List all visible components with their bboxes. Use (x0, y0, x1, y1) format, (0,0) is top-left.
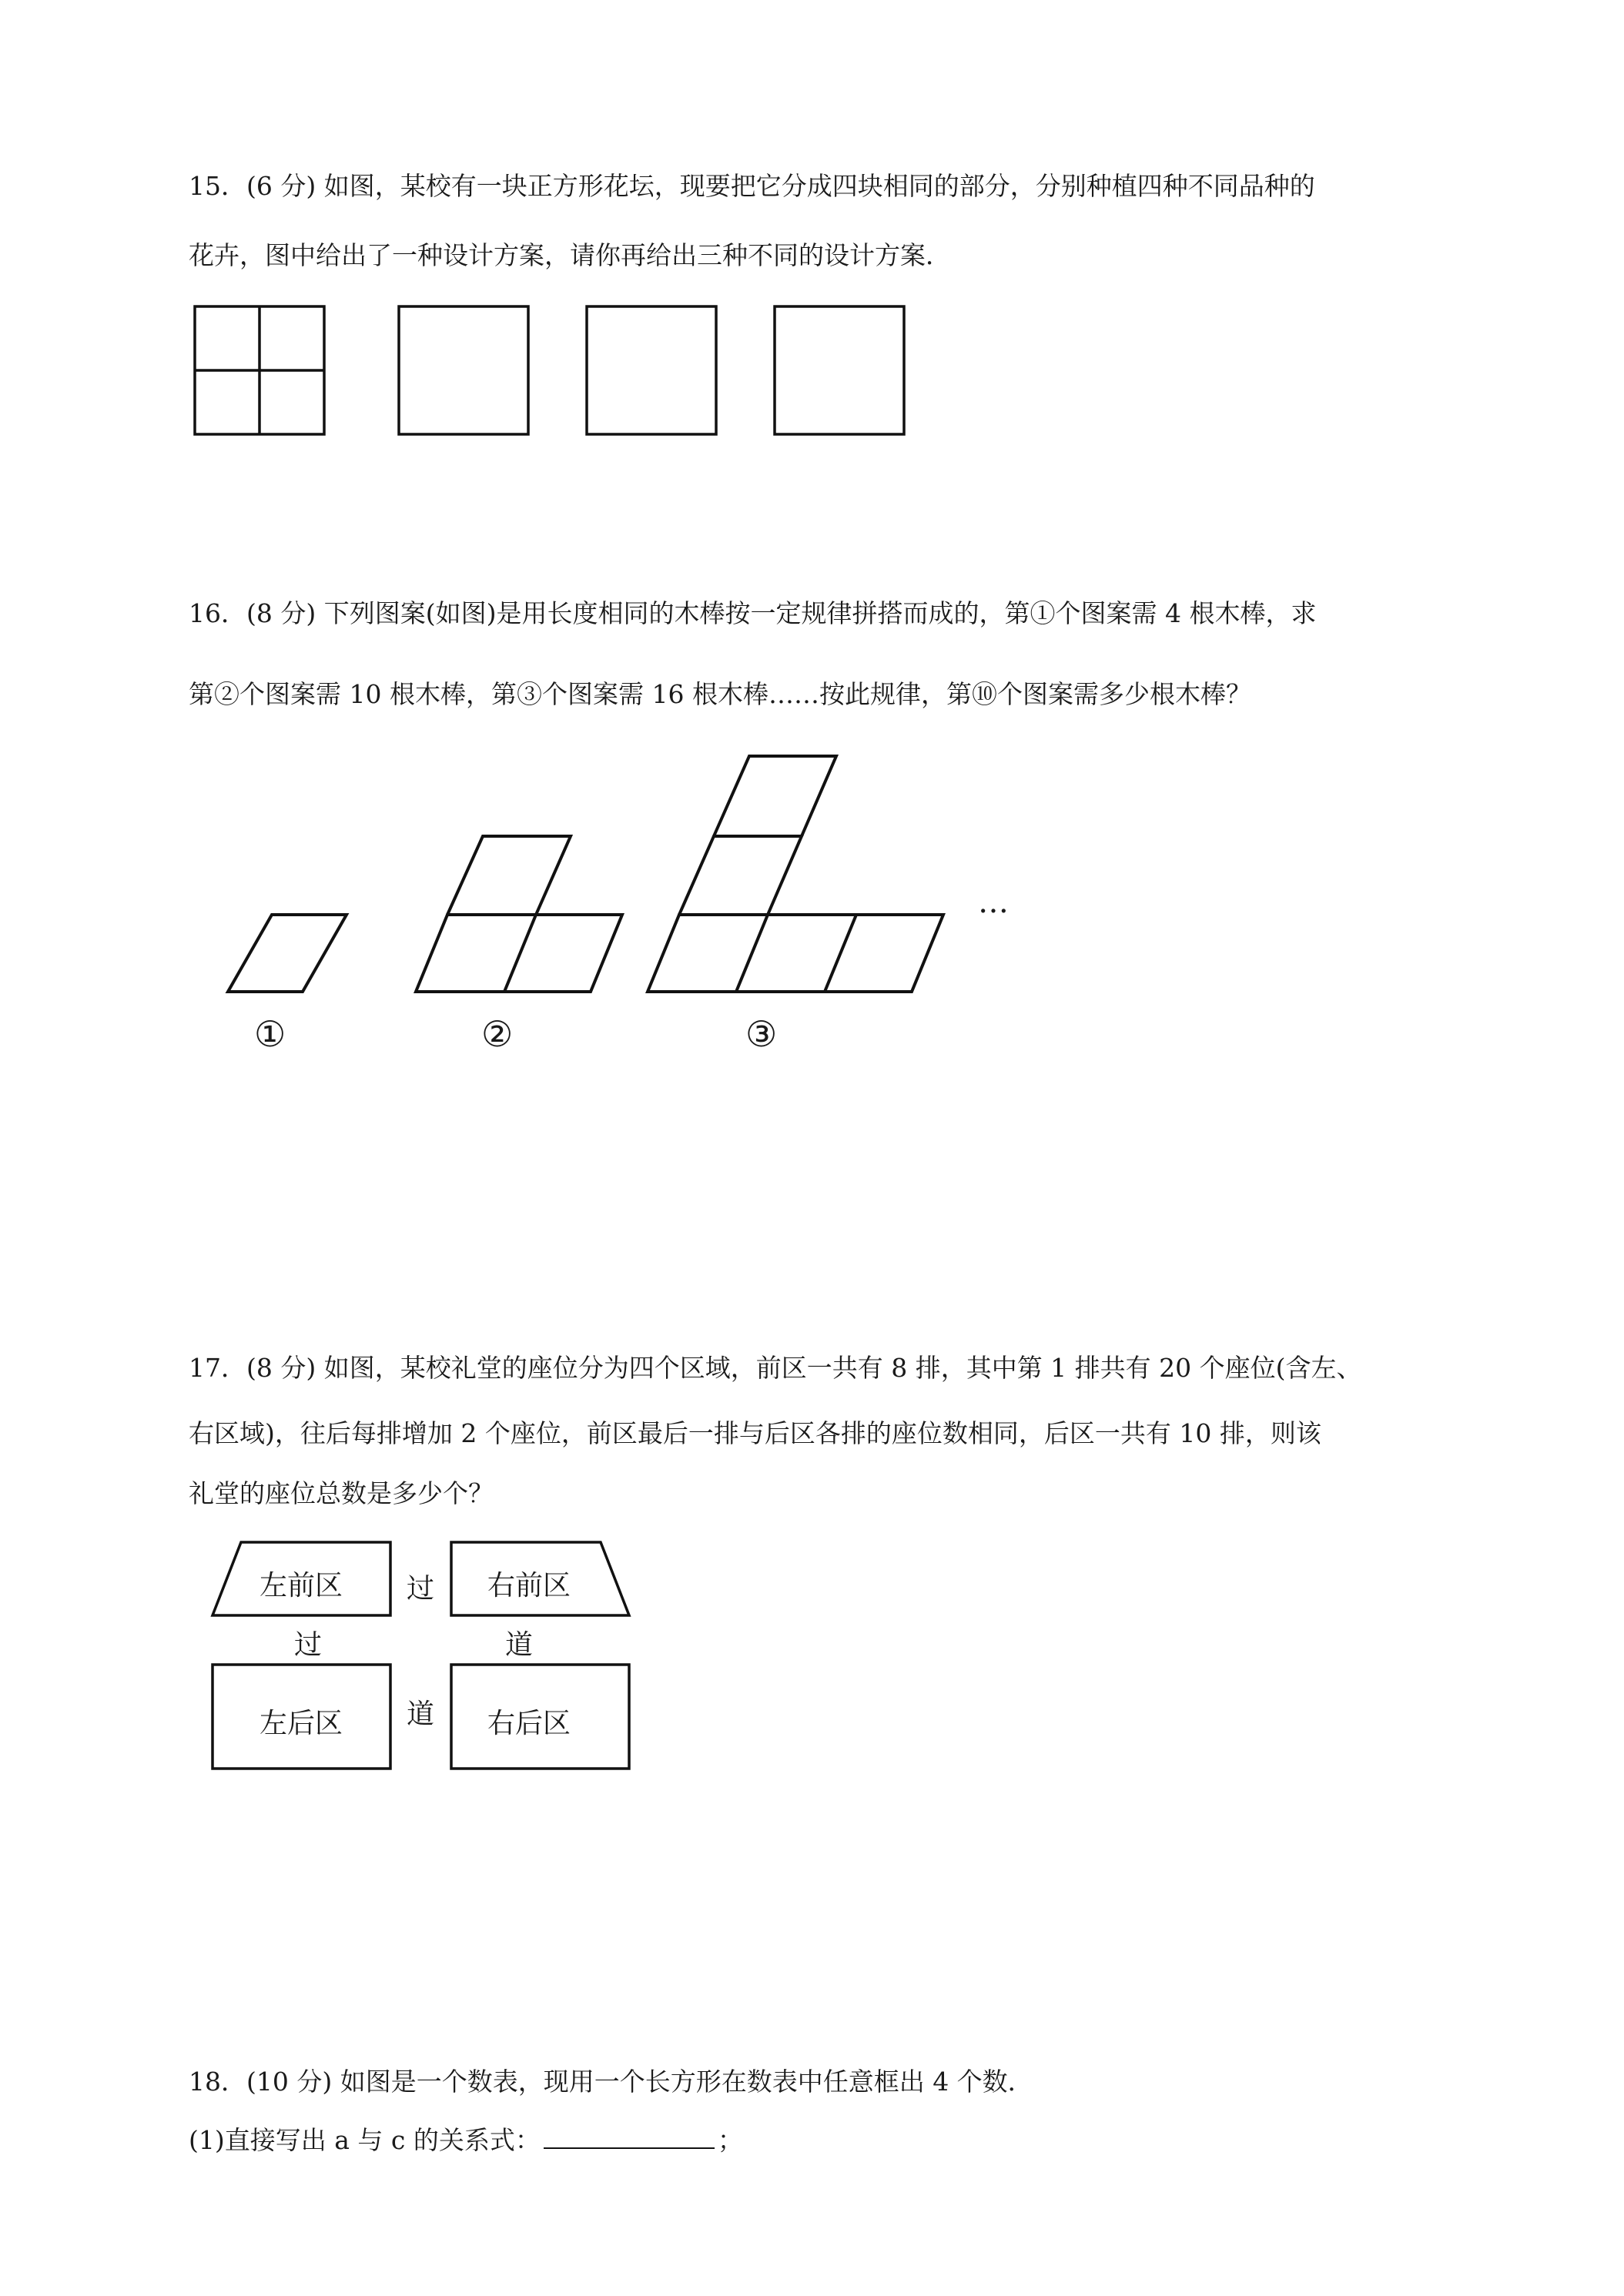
q18-text-line-1: 18．(10 分) 如图是一个数表，现用一个长方形在数表中任意框出 4 个数． (189, 2067, 1033, 2097)
aisle-label-guo-left: 过 (294, 1629, 323, 1661)
q18-part-1-prompt: (1)直接写出 a 与 c 的关系式： (189, 2125, 541, 2155)
aisle-label-guo-right: 过 (407, 1573, 435, 1605)
given-design-square (195, 306, 324, 434)
q17-text-line-3: 礼堂的座位总数是多少个？ (189, 1478, 494, 1508)
blank-design-square (399, 306, 528, 434)
right-back-region-label: 右后区 (487, 1708, 571, 1739)
blank-design-square (587, 306, 716, 434)
q16-text-line-2: 第②个图案需 10 根木棒，第③个图案需 16 根木棒……按此规律，第⑩个图案需多少根木棒？ (189, 679, 1251, 709)
q15-text-line-1: 15．(6 分) 如图，某校有一块正方形花坛，现要把它分成四块相同的部分，分别种植四种不同品种的 (189, 171, 1315, 201)
q16-stick-patterns-figure (216, 745, 1047, 1007)
blank-design-square (775, 306, 904, 434)
pattern-1-rhombus (228, 915, 347, 992)
pattern-1-label: ① (254, 1013, 286, 1055)
q17-text-line-1: 17．(8 分) 如图，某校礼堂的座位分为四个区域，前区一共有 8 排，其中第 1 排共有 20 个座位(含左、 (189, 1353, 1362, 1383)
q18-line-end-punctuation: ； (717, 2125, 743, 2155)
q18-answer-blank[interactable] (544, 2124, 715, 2149)
q15-text-line-2: 花卉，图中给出了一种设计方案，请你再给出三种不同的设计方案． (189, 240, 951, 270)
q18-text-line-2 (189, 2124, 743, 2157)
pattern-2-rhombi (416, 836, 622, 992)
aisle-label-dao-center: 道 (505, 1629, 534, 1661)
pattern-3-rhombi (648, 756, 943, 992)
left-back-region-label: 左后区 (260, 1708, 343, 1739)
aisle-label-dao-lower: 道 (407, 1699, 435, 1730)
right-front-region-label: 右前区 (487, 1570, 571, 1602)
q16-text-line-1: 16．(8 分) 下列图案(如图)是用长度相同的木棒按一定规律拼搭而成的，第①个图案需 4 根木棒，求 (189, 598, 1317, 628)
pattern-3-label: ③ (745, 1013, 778, 1055)
q15-square-designs-figure (185, 299, 924, 441)
pattern-2-label: ② (481, 1013, 514, 1055)
pattern-continuation-ellipsis: … (978, 885, 1009, 920)
left-front-region-label: 左前区 (260, 1570, 343, 1602)
q17-text-line-2: 右区域)，往后每排增加 2 个座位，前区最后一排与后区各排的座位数相同，后区一共有 10 排，则该 (189, 1418, 1321, 1448)
